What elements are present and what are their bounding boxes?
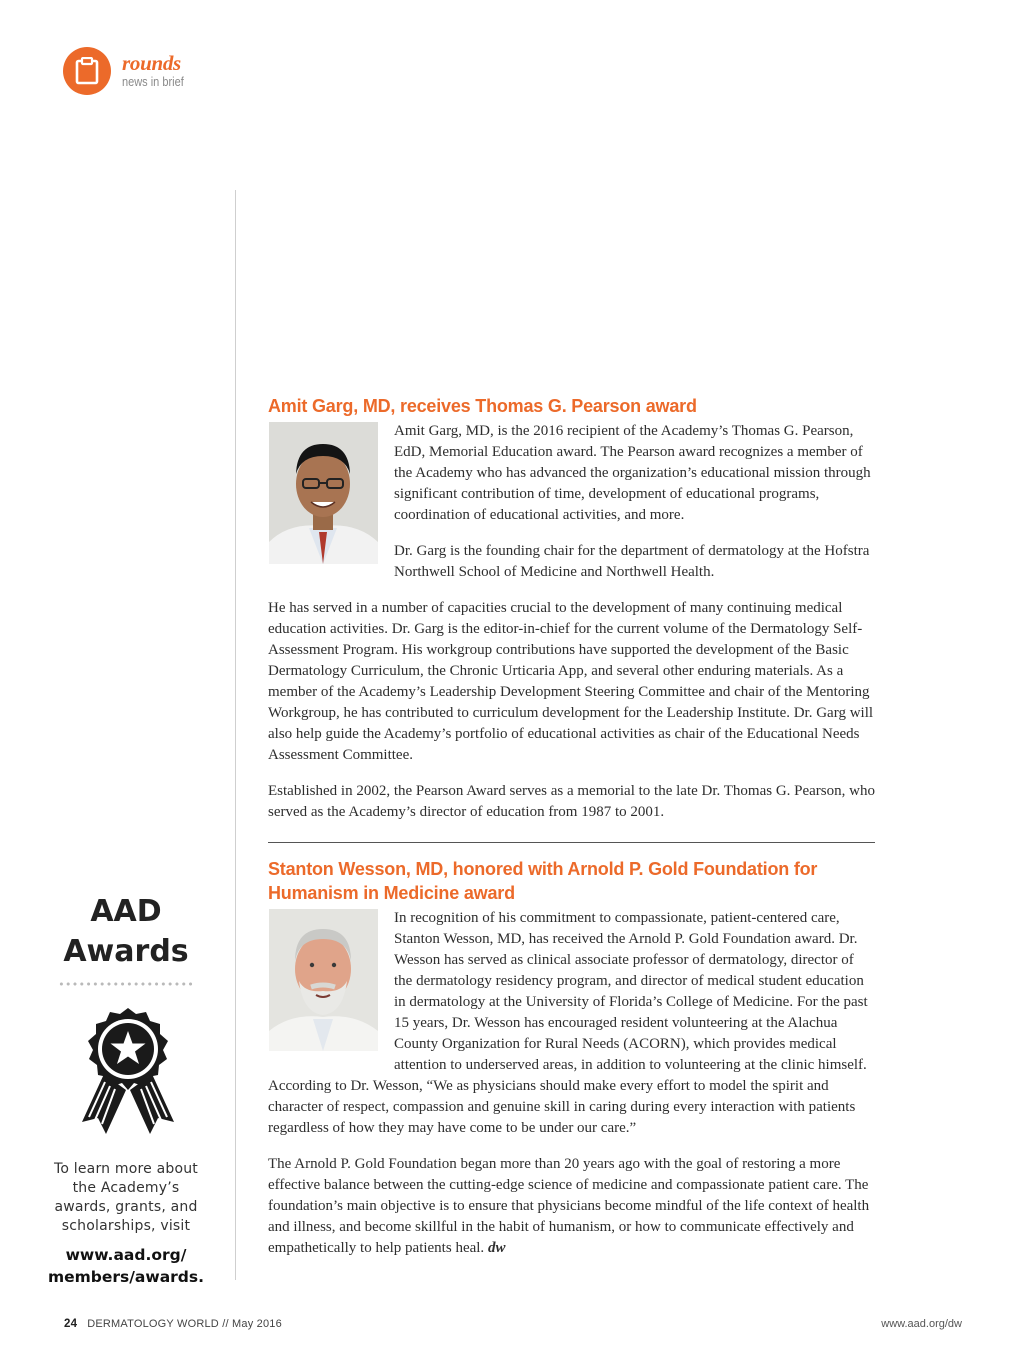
awards-link-line2[interactable]: members/awards.	[47, 1268, 205, 1286]
article-headline: Amit Garg, MD, receives Thomas G. Pearson award	[268, 396, 697, 416]
article-paragraph: He has served in a number of capacities crucial to the development of many continuing medical education activities. Dr. Garg is the editor-in-chief for the current volume of the Dermatology Self-Assessment Program. His workgroup contributions have supported the development of the Basic Dermatology Curriculum, the Chronic Urticaria App, and several other enduring materials. As a member of the Academy’s Leadership Development Steering Committee and chair of the Mentoring Workgroup, he has contributed to curriculum development for the Leadership Institute. Dr. Garg will also help guide the Academy’s portfolio of educational activities as chair of the Educational Needs Assessment Committee.	[268, 600, 874, 763]
awards-link[interactable]	[40, 1244, 212, 1288]
sidebar-title-line1: AAD	[90, 894, 162, 929]
page-number: 24	[64, 1318, 78, 1330]
sidebar-text-line: scholarships, visit	[61, 1218, 191, 1234]
column-divider	[235, 190, 236, 1280]
sidebar-text-line: awards, grants, and	[54, 1199, 198, 1215]
photo-amit-garg	[269, 422, 378, 564]
publication-name: DERMATOLOGY WORLD	[87, 1318, 219, 1330]
sidebar-text	[40, 1160, 212, 1236]
footer-folio	[64, 1318, 282, 1330]
article-paragraph	[268, 1154, 875, 1259]
signoff-mark: dw	[487, 1240, 506, 1256]
article-paragraph: Established in 2002, the Pearson Award serves as a memorial to the late Dr. Thomas G. Pearson, who served as the Academy’s director of education from 1987 to 2001.	[268, 783, 875, 820]
footer-url[interactable]: www.aad.org/dw	[881, 1318, 962, 1330]
article-divider	[268, 842, 875, 843]
article-wesson	[268, 857, 875, 1259]
sidebar-text-line: To learn more about	[53, 1161, 198, 1177]
award-ribbon-icon	[74, 1004, 182, 1144]
article-paragraph-text: The Arnold P. Gold Foundation began more than 20 years ago with the goal of restoring a more effective balance between the cutting-edge science of medicine and compassionate patient care. The foundation’s main objective is to ensure that physicians become mindful of the life context of health and illness, and become skillful in the habit of humanism, or how to communicate effectively and empathetically to help patients heal.	[268, 1156, 870, 1256]
clipboard-icon	[63, 47, 111, 95]
folio-separator: //	[222, 1318, 229, 1330]
awards-link-line1[interactable]: www.aad.org/	[65, 1246, 187, 1264]
photo-stanton-wesson	[269, 909, 378, 1051]
article-paragraph: Amit Garg, MD, is the 2016 recipient of the Academy’s Thomas G. Pearson, EdD, Memorial Education award. The Pearson award recognizes a member of the Academy who has advanced the organization’s educational mission through significant contribution of time, development of educational programs, coordination of educational activities, and more.	[394, 423, 871, 523]
article-paragraph: Dr. Garg is the founding chair for the department of dermatology at the Hofstra Northwell School of Medicine and Northwell Health.	[394, 543, 870, 580]
article-paragraph: In recognition of his commitment to compassionate, patient-centered care, Stanton Wesson, MD, has received the Arnold P. Gold Foundation award. Dr. Wesson has served as clinical associate professor of dermatology, director of the dermatology residency program, and director of medical student education in dermatology at the University of Florida’s College of Medicine. For the past 15 years, Dr. Wesson has encouraged resident volunteering at the Alachua County Organization for Rural Needs (ACORN), which provides medical attention to underserved areas, in addition to volunteering at the clinic himself. According to Dr. Wesson, “We as physicians should make every effort to model the spirit and character of respect, compassion and genuine skill in caring during every interaction with patients regardless of how they may have come to be under our care.”	[268, 910, 868, 1136]
section-header	[63, 47, 192, 95]
dotted-divider	[58, 981, 194, 987]
article-headline: Stanton Wesson, MD, honored with Arnold P. Gold Foundation for Humanism in Medicine award	[268, 859, 818, 903]
article-garg	[268, 394, 875, 823]
sidebar-text-line: the Academy’s	[72, 1180, 180, 1196]
sidebar-title	[40, 892, 212, 972]
issue-date: May 2016	[232, 1318, 282, 1330]
section-title: rounds	[122, 51, 181, 76]
section-subtitle: news in brief	[122, 75, 184, 90]
sidebar-title-line2: Awards	[63, 934, 189, 969]
